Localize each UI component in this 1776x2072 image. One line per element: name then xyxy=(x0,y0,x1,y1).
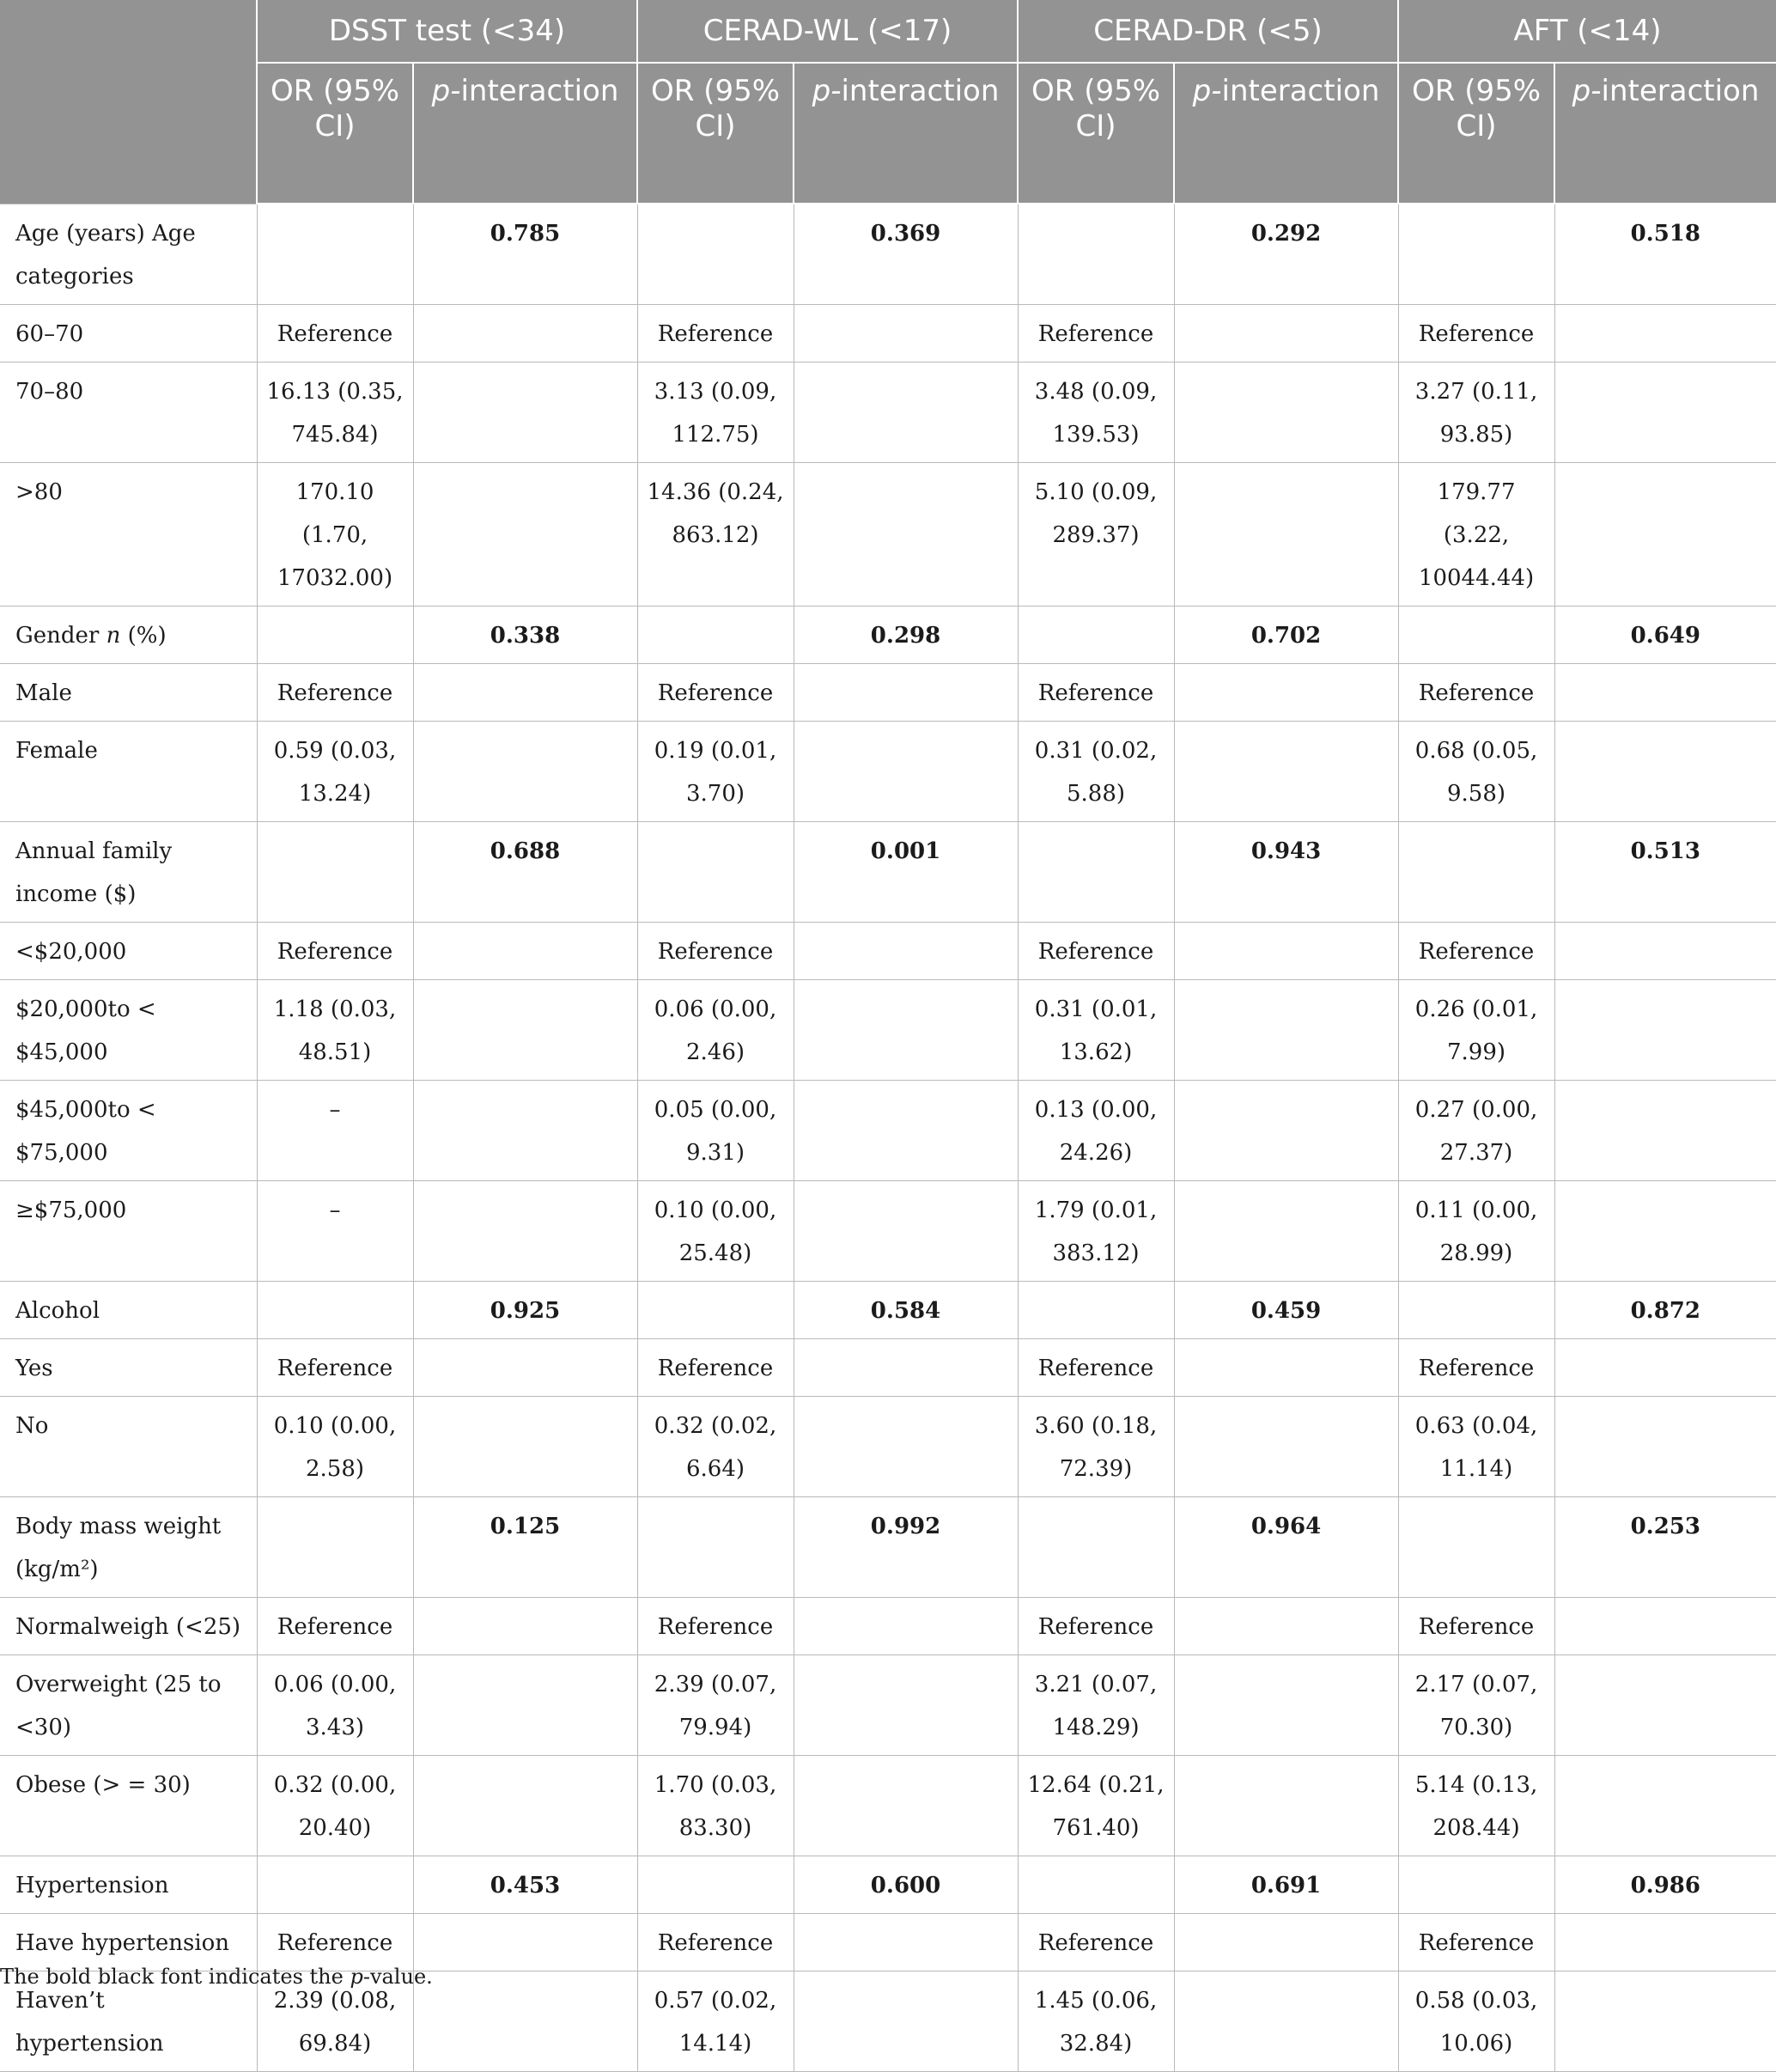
or-ci-cell: 0.27 (0.00, 27.37) xyxy=(1398,1080,1554,1180)
p-interaction-cell xyxy=(1174,1396,1398,1496)
or-ci-cell xyxy=(637,821,794,922)
row-label: Hypertension xyxy=(0,1856,257,1913)
subheader-p-interaction: p-interaction xyxy=(413,63,637,204)
or-ci-cell: 0.32 (0.00, 20.40) xyxy=(257,1755,413,1856)
or-ci-cell: 1.79 (0.01, 383.12) xyxy=(1018,1180,1174,1281)
or-ci-cell: Reference xyxy=(1398,663,1554,721)
p-interaction-cell xyxy=(413,1913,637,1971)
or-ci-cell: Reference xyxy=(1398,1597,1554,1655)
p-interaction-cell xyxy=(413,362,637,462)
p-interaction-cell xyxy=(794,1913,1018,1971)
p-interaction-cell: 0.453 xyxy=(413,1856,637,1913)
or-ci-cell xyxy=(257,1496,413,1597)
or-ci-cell: 3.13 (0.09, 112.75) xyxy=(637,362,794,462)
or-ci-cell: Reference xyxy=(1398,1913,1554,1971)
table-row xyxy=(0,721,1776,821)
row-label: No xyxy=(0,1396,257,1496)
or-ci-cell xyxy=(1018,204,1174,304)
table-footnote: The bold black font indicates the p-value. xyxy=(0,1965,433,1989)
p-interaction-cell xyxy=(1554,663,1776,721)
table-header xyxy=(0,0,1776,204)
p-interaction-cell xyxy=(794,979,1018,1080)
p-interaction-cell xyxy=(413,304,637,362)
or-ci-cell: – xyxy=(257,1080,413,1180)
table-row xyxy=(0,1080,1776,1180)
row-label: $20,000to < $45,000 xyxy=(0,979,257,1080)
p-interaction-cell xyxy=(1554,1971,1776,2071)
or-ci-cell: 0.26 (0.01, 7.99) xyxy=(1398,979,1554,1080)
p-interaction-cell: 0.943 xyxy=(1174,821,1398,922)
p-interaction-cell xyxy=(1174,922,1398,979)
p-interaction-cell: 0.253 xyxy=(1554,1496,1776,1597)
p-interaction-cell xyxy=(413,1655,637,1755)
table-row xyxy=(0,663,1776,721)
or-ci-cell: 0.58 (0.03, 10.06) xyxy=(1398,1971,1554,2071)
group-header-aft: AFT (<14) xyxy=(1398,0,1776,63)
row-label: Obese (> = 30) xyxy=(0,1755,257,1856)
or-ci-cell: Reference xyxy=(1018,922,1174,979)
p-interaction-cell xyxy=(1174,1338,1398,1396)
or-ci-cell: 0.06 (0.00, 3.43) xyxy=(257,1655,413,1755)
table-body xyxy=(0,204,1776,2071)
p-interaction-cell: 0.649 xyxy=(1554,606,1776,663)
p-interaction-cell xyxy=(1174,1180,1398,1281)
or-ci-cell: Reference xyxy=(1398,1338,1554,1396)
p-interaction-cell xyxy=(413,1755,637,1856)
row-label: Normalweigh (<25) xyxy=(0,1597,257,1655)
group-header-cerad-wl: CERAD-WL (<17) xyxy=(637,0,1018,63)
p-interaction-cell xyxy=(1174,362,1398,462)
or-ci-cell: 0.11 (0.00, 28.99) xyxy=(1398,1180,1554,1281)
or-ci-cell: 0.10 (0.00, 2.58) xyxy=(257,1396,413,1496)
or-ci-cell: Reference xyxy=(257,922,413,979)
p-interaction-cell xyxy=(1554,1396,1776,1496)
row-label: Body mass weight (kg/m²) xyxy=(0,1496,257,1597)
subheader-or: OR (95% CI) xyxy=(257,63,413,204)
table-row xyxy=(0,922,1776,979)
p-interaction-cell xyxy=(413,1180,637,1281)
p-interaction-cell: 0.872 xyxy=(1554,1281,1776,1338)
or-ci-cell: 0.19 (0.01, 3.70) xyxy=(637,721,794,821)
row-label: Have hypertension xyxy=(0,1913,257,1971)
p-interaction-cell xyxy=(1554,1655,1776,1755)
or-ci-cell: 5.10 (0.09, 289.37) xyxy=(1018,462,1174,606)
table-row xyxy=(0,362,1776,462)
p-interaction-cell: 0.785 xyxy=(413,204,637,304)
row-label: >80 xyxy=(0,462,257,606)
or-ci-cell xyxy=(1398,606,1554,663)
or-ci-cell: 0.68 (0.05, 9.58) xyxy=(1398,721,1554,821)
p-interaction-cell xyxy=(1554,1755,1776,1856)
p-interaction-cell xyxy=(1174,979,1398,1080)
or-ci-cell: 2.39 (0.07, 79.94) xyxy=(637,1655,794,1755)
or-ci-cell: 1.70 (0.03, 83.30) xyxy=(637,1755,794,1856)
or-ci-cell: 3.60 (0.18, 72.39) xyxy=(1018,1396,1174,1496)
table-row xyxy=(0,821,1776,922)
p-interaction-cell xyxy=(1554,721,1776,821)
p-interaction-cell xyxy=(413,922,637,979)
subheader-p-interaction: p-interaction xyxy=(1554,63,1776,204)
row-label: $45,000to < $75,000 xyxy=(0,1080,257,1180)
p-interaction-cell xyxy=(413,1338,637,1396)
or-ci-cell xyxy=(1398,1281,1554,1338)
p-interaction-cell xyxy=(1174,1080,1398,1180)
or-ci-cell xyxy=(257,204,413,304)
or-ci-cell: Reference xyxy=(257,1597,413,1655)
row-label: Male xyxy=(0,663,257,721)
or-ci-cell: 2.17 (0.07, 70.30) xyxy=(1398,1655,1554,1755)
p-interaction-cell: 0.001 xyxy=(794,821,1018,922)
p-interaction-cell xyxy=(1554,462,1776,606)
p-interaction-cell xyxy=(413,721,637,821)
or-ci-cell: Reference xyxy=(1018,304,1174,362)
p-interaction-cell xyxy=(1174,1655,1398,1755)
or-ci-cell xyxy=(257,1856,413,1913)
or-ci-cell: 170.10 (1.70, 17032.00) xyxy=(257,462,413,606)
or-ci-cell: 14.36 (0.24, 863.12) xyxy=(637,462,794,606)
or-ci-cell xyxy=(1018,1281,1174,1338)
p-interaction-cell xyxy=(794,1080,1018,1180)
p-interaction-cell xyxy=(413,1971,637,2071)
p-interaction-cell: 0.691 xyxy=(1174,1856,1398,1913)
subheader-or: OR (95% CI) xyxy=(1398,63,1554,204)
p-interaction-cell: 0.925 xyxy=(413,1281,637,1338)
or-ci-cell: Reference xyxy=(637,1913,794,1971)
p-interaction-cell: 0.702 xyxy=(1174,606,1398,663)
p-interaction-cell xyxy=(794,1755,1018,1856)
or-ci-cell: 3.48 (0.09, 139.53) xyxy=(1018,362,1174,462)
or-ci-cell xyxy=(1398,1496,1554,1597)
or-ci-cell xyxy=(1018,1856,1174,1913)
or-ci-cell xyxy=(1398,1856,1554,1913)
or-ci-cell: Reference xyxy=(637,304,794,362)
or-ci-cell: 0.10 (0.00, 25.48) xyxy=(637,1180,794,1281)
p-interaction-cell xyxy=(794,362,1018,462)
p-interaction-cell xyxy=(1554,1913,1776,1971)
or-ci-cell xyxy=(637,1856,794,1913)
or-ci-cell: 2.39 (0.08, 69.84) xyxy=(257,1971,413,2071)
subheader-or: OR (95% CI) xyxy=(1018,63,1174,204)
or-ci-cell: 0.31 (0.02, 5.88) xyxy=(1018,721,1174,821)
or-ci-cell: 3.21 (0.07, 148.29) xyxy=(1018,1655,1174,1755)
or-ci-cell: Reference xyxy=(257,304,413,362)
p-interaction-cell: 0.513 xyxy=(1554,821,1776,922)
row-label: Yes xyxy=(0,1338,257,1396)
row-label: Female xyxy=(0,721,257,821)
p-interaction-cell: 0.298 xyxy=(794,606,1018,663)
or-ci-cell: 16.13 (0.35, 745.84) xyxy=(257,362,413,462)
or-ci-cell: Reference xyxy=(1018,1913,1174,1971)
p-interaction-cell xyxy=(794,663,1018,721)
p-interaction-cell xyxy=(1174,721,1398,821)
or-ci-cell xyxy=(257,821,413,922)
or-ci-cell xyxy=(1018,606,1174,663)
p-interaction-cell xyxy=(794,1338,1018,1396)
table-row xyxy=(0,1496,1776,1597)
p-interaction-cell: 0.992 xyxy=(794,1496,1018,1597)
p-interaction-cell: 0.518 xyxy=(1554,204,1776,304)
table-row xyxy=(0,979,1776,1080)
or-ci-cell: 0.06 (0.00, 2.46) xyxy=(637,979,794,1080)
or-ci-cell: 1.45 (0.06, 32.84) xyxy=(1018,1971,1174,2071)
group-header-cerad-dr: CERAD-DR (<5) xyxy=(1018,0,1398,63)
p-interaction-cell xyxy=(794,721,1018,821)
or-ci-cell: 0.59 (0.03, 13.24) xyxy=(257,721,413,821)
or-ci-cell: Reference xyxy=(1398,304,1554,362)
or-ci-cell xyxy=(1398,821,1554,922)
or-ci-cell: 0.05 (0.00, 9.31) xyxy=(637,1080,794,1180)
p-interaction-cell: 0.369 xyxy=(794,204,1018,304)
p-interaction-cell xyxy=(1174,462,1398,606)
or-ci-cell: 0.63 (0.04, 11.14) xyxy=(1398,1396,1554,1496)
table-row xyxy=(0,1655,1776,1755)
or-ci-cell: 0.57 (0.02, 14.14) xyxy=(637,1971,794,2071)
subheader-p-interaction: p-interaction xyxy=(1174,63,1398,204)
or-ci-cell xyxy=(257,1281,413,1338)
table-row xyxy=(0,1597,1776,1655)
p-interaction-cell xyxy=(413,1080,637,1180)
table-row xyxy=(0,1338,1776,1396)
or-ci-cell: Reference xyxy=(1398,922,1554,979)
table-row xyxy=(0,1755,1776,1856)
p-interaction-cell xyxy=(1554,922,1776,979)
table-row xyxy=(0,462,1776,606)
or-ci-cell: Reference xyxy=(637,1597,794,1655)
or-ci-cell: 0.31 (0.01, 13.62) xyxy=(1018,979,1174,1080)
row-label: Age (years) Age categories xyxy=(0,204,257,304)
p-interaction-cell: 0.986 xyxy=(1554,1856,1776,1913)
row-label: Alcohol xyxy=(0,1281,257,1338)
p-interaction-cell xyxy=(1554,1080,1776,1180)
or-ci-cell xyxy=(637,606,794,663)
p-interaction-cell xyxy=(1174,1971,1398,2071)
or-ci-cell xyxy=(637,1496,794,1597)
subheader-p-interaction: p-interaction xyxy=(794,63,1018,204)
row-label: Haven’t hypertension xyxy=(0,1971,257,2071)
or-ci-cell: 12.64 (0.21, 761.40) xyxy=(1018,1755,1174,1856)
p-interaction-cell xyxy=(1174,1597,1398,1655)
or-ci-cell xyxy=(637,1281,794,1338)
p-interaction-cell xyxy=(794,1180,1018,1281)
or-ci-cell: Reference xyxy=(637,922,794,979)
p-interaction-cell xyxy=(1554,1180,1776,1281)
row-label: ≥$75,000 xyxy=(0,1180,257,1281)
row-label: 70–80 xyxy=(0,362,257,462)
p-interaction-cell xyxy=(413,663,637,721)
or-ci-cell: Reference xyxy=(1018,1597,1174,1655)
p-interaction-cell xyxy=(413,1597,637,1655)
p-interaction-cell xyxy=(794,1597,1018,1655)
table-row xyxy=(0,1913,1776,1971)
p-interaction-cell: 0.292 xyxy=(1174,204,1398,304)
or-ci-cell xyxy=(1018,1496,1174,1597)
or-ci-cell: 3.27 (0.11, 93.85) xyxy=(1398,362,1554,462)
p-interaction-cell xyxy=(794,922,1018,979)
p-interaction-cell: 0.338 xyxy=(413,606,637,663)
or-ci-cell: 0.32 (0.02, 6.64) xyxy=(637,1396,794,1496)
p-interaction-cell: 0.600 xyxy=(794,1856,1018,1913)
p-interaction-cell: 0.459 xyxy=(1174,1281,1398,1338)
or-ci-cell: 179.77 (3.22, 10044.44) xyxy=(1398,462,1554,606)
table-row xyxy=(0,1281,1776,1338)
header-corner xyxy=(0,0,257,204)
p-interaction-cell xyxy=(1174,304,1398,362)
table-row xyxy=(0,204,1776,304)
p-interaction-cell: 0.964 xyxy=(1174,1496,1398,1597)
or-ci-cell: Reference xyxy=(1018,663,1174,721)
row-label: 60–70 xyxy=(0,304,257,362)
or-ci-cell: – xyxy=(257,1180,413,1281)
or-ci-cell: Reference xyxy=(257,663,413,721)
p-interaction-cell xyxy=(1554,1338,1776,1396)
p-interaction-cell xyxy=(1554,979,1776,1080)
or-ci-cell xyxy=(637,204,794,304)
p-interaction-cell xyxy=(1174,663,1398,721)
p-interaction-cell xyxy=(413,1396,637,1496)
or-ci-cell: Reference xyxy=(257,1913,413,1971)
or-ci-cell xyxy=(1398,204,1554,304)
p-interaction-cell xyxy=(794,1655,1018,1755)
row-label: Overweight (25 to <30) xyxy=(0,1655,257,1755)
or-ci-cell: Reference xyxy=(1018,1338,1174,1396)
p-interaction-cell xyxy=(1174,1755,1398,1856)
or-ci-cell xyxy=(1018,821,1174,922)
p-interaction-cell xyxy=(413,979,637,1080)
or-ci-cell: 0.13 (0.00, 24.26) xyxy=(1018,1080,1174,1180)
group-header-dsst: DSST test (<34) xyxy=(257,0,637,63)
subheader-or: OR (95% CI) xyxy=(637,63,794,204)
table-row xyxy=(0,1856,1776,1913)
p-interaction-cell: 0.584 xyxy=(794,1281,1018,1338)
p-interaction-cell xyxy=(1554,1597,1776,1655)
or-ci-cell: Reference xyxy=(257,1338,413,1396)
p-interaction-cell xyxy=(794,462,1018,606)
p-interaction-cell xyxy=(413,462,637,606)
row-label: <$20,000 xyxy=(0,922,257,979)
table-row xyxy=(0,606,1776,663)
or-ci-cell: Reference xyxy=(637,1338,794,1396)
row-label: Annual family income ($) xyxy=(0,821,257,922)
table-row xyxy=(0,304,1776,362)
p-interaction-cell xyxy=(1174,1913,1398,1971)
or-ci-cell: Reference xyxy=(637,663,794,721)
p-interaction-cell xyxy=(1554,362,1776,462)
row-label: Gender n (%) xyxy=(0,606,257,663)
p-interaction-cell: 0.688 xyxy=(413,821,637,922)
p-interaction-cell xyxy=(794,304,1018,362)
table-row xyxy=(0,1180,1776,1281)
or-ci-cell: 5.14 (0.13, 208.44) xyxy=(1398,1755,1554,1856)
table-row xyxy=(0,1396,1776,1496)
or-ci-cell xyxy=(257,606,413,663)
p-interaction-cell xyxy=(1554,304,1776,362)
or-ci-cell: 1.18 (0.03, 48.51) xyxy=(257,979,413,1080)
p-interaction-cell: 0.125 xyxy=(413,1496,637,1597)
p-interaction-cell xyxy=(794,1396,1018,1496)
p-interaction-cell xyxy=(794,1971,1018,2071)
